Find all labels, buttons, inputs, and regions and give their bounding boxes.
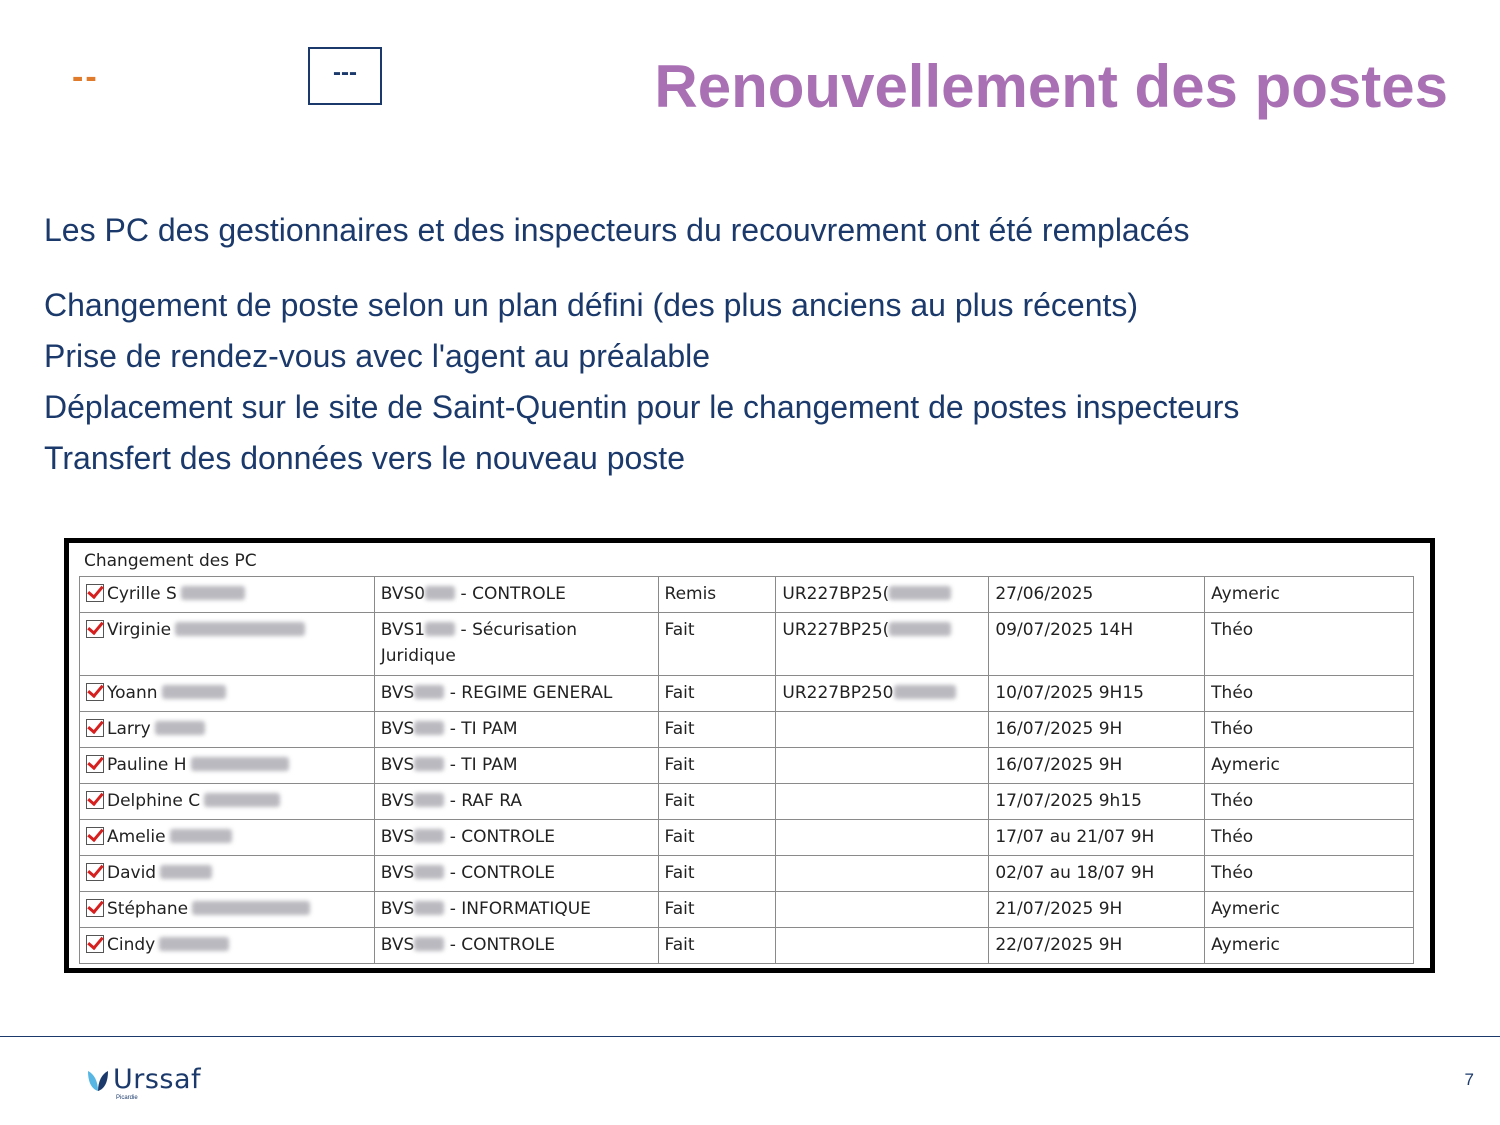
service-name: - CONTROLE <box>449 935 556 955</box>
redacted-blur <box>414 865 444 879</box>
redacted-blur <box>160 865 212 879</box>
service-name: - RAF RA <box>449 791 522 811</box>
cell-agent <box>80 613 375 676</box>
redacted-blur <box>159 937 229 951</box>
service-prefix: BVS <box>380 935 415 955</box>
bullet-item: Transfert des données vers le nouveau poste <box>44 440 685 476</box>
cell-asset <box>776 613 989 676</box>
slide-title: Renouvellement des postes <box>654 53 1448 120</box>
agent-name: Larry <box>107 719 151 739</box>
redacted-blur <box>414 721 444 735</box>
cell-date: 21/07/2025 9H <box>989 892 1205 928</box>
redacted-blur <box>162 685 226 699</box>
cell-technician: Aymeric <box>1205 748 1414 784</box>
service-prefix: BVS <box>380 683 415 703</box>
service-prefix: BVS <box>380 755 415 775</box>
cell-asset <box>776 892 989 928</box>
cell-technician: Théo <box>1205 784 1414 820</box>
boxed-dash-mark: --- <box>308 47 382 105</box>
cell-asset <box>776 712 989 748</box>
agent-name: Yoann <box>107 683 158 703</box>
cell-asset <box>776 577 989 613</box>
redacted-blur <box>414 937 444 951</box>
cell-status: Fait <box>658 820 776 856</box>
cell-asset <box>776 784 989 820</box>
cell-date: 09/07/2025 14H <box>989 613 1205 676</box>
table-row <box>80 748 1414 784</box>
cell-agent <box>80 820 375 856</box>
checkbox-checked-icon[interactable] <box>86 683 104 701</box>
asset-id: UR227BP25( <box>782 620 890 640</box>
cell-status: Fait <box>658 928 776 964</box>
redacted-blur <box>414 829 444 843</box>
service-prefix: BVS0 <box>380 584 426 604</box>
cell-service <box>374 892 658 928</box>
cell-service <box>374 784 658 820</box>
cell-status: Fait <box>658 712 776 748</box>
checkbox-checked-icon[interactable] <box>86 899 104 917</box>
cell-agent <box>80 712 375 748</box>
cell-date: 17/07/2025 9h15 <box>989 784 1205 820</box>
bullet-list <box>44 280 1239 484</box>
page-number: 7 <box>1464 1070 1474 1089</box>
table-row <box>80 892 1414 928</box>
redacted-blur <box>414 685 444 699</box>
logo-text: Urssaf <box>113 1064 202 1095</box>
redacted-blur <box>414 901 444 915</box>
cell-technician: Théo <box>1205 820 1414 856</box>
redacted-blur <box>425 586 455 600</box>
agent-name: Delphine C <box>107 791 201 811</box>
cell-agent <box>80 892 375 928</box>
checkbox-checked-icon[interactable] <box>86 584 104 602</box>
service-name: - Sécurisation <box>460 620 578 640</box>
service-name: - CONTROLE <box>460 584 566 604</box>
service-prefix: BVS1 <box>380 620 426 640</box>
redacted-blur <box>889 622 951 636</box>
redacted-blur <box>192 901 310 915</box>
cell-service <box>374 928 658 964</box>
checkbox-checked-icon[interactable] <box>86 620 104 638</box>
redacted-blur <box>181 586 245 600</box>
table-row <box>80 676 1414 712</box>
checkbox-checked-icon[interactable] <box>86 791 104 809</box>
checkbox-checked-icon[interactable] <box>86 827 104 845</box>
asset-id: UR227BP25( <box>782 584 890 604</box>
asset-id: UR227BP250 <box>782 683 894 703</box>
cell-service <box>374 577 658 613</box>
service-prefix: BVS <box>380 719 415 739</box>
bullet-item: Prise de rendez-vous avec l'agent au préalable <box>44 338 711 374</box>
checkbox-checked-icon[interactable] <box>86 755 104 773</box>
cell-technician: Théo <box>1205 856 1414 892</box>
cell-date: 02/07 au 18/07 9H <box>989 856 1205 892</box>
cell-service <box>374 613 658 676</box>
cell-service <box>374 748 658 784</box>
redacted-blur <box>170 829 232 843</box>
cell-service <box>374 856 658 892</box>
cell-status: Fait <box>658 892 776 928</box>
cell-service <box>374 820 658 856</box>
redacted-blur <box>175 622 305 636</box>
cell-service <box>374 676 658 712</box>
cell-date: 16/07/2025 9H <box>989 712 1205 748</box>
checkbox-checked-icon[interactable] <box>86 719 104 737</box>
redacted-blur <box>894 685 956 699</box>
service-prefix: BVS <box>380 899 415 919</box>
redacted-blur <box>889 586 951 600</box>
agent-name: Amelie <box>107 827 166 847</box>
service-name: - CONTROLE <box>449 827 556 847</box>
redacted-blur <box>425 622 455 636</box>
cell-asset <box>776 748 989 784</box>
cell-agent <box>80 676 375 712</box>
bullet-item: Changement de poste selon un plan défini (des plus anciens au plus récents) <box>44 287 1139 323</box>
cell-technician: Aymeric <box>1205 892 1414 928</box>
cell-agent <box>80 577 375 613</box>
redacted-blur <box>414 793 444 807</box>
table-row <box>80 928 1414 964</box>
urssaf-leaf-icon <box>86 1067 110 1093</box>
cell-technician: Aymeric <box>1205 928 1414 964</box>
cell-service <box>374 712 658 748</box>
table-row <box>80 712 1414 748</box>
cell-status: Fait <box>658 748 776 784</box>
urssaf-logo <box>86 1064 201 1095</box>
cell-technician: Aymeric <box>1205 577 1414 613</box>
cell-date: 16/07/2025 9H <box>989 748 1205 784</box>
cell-asset <box>776 928 989 964</box>
service-name: - CONTROLE <box>449 863 556 883</box>
service-name: - INFORMATIQUE <box>449 899 591 919</box>
service-prefix: BVS <box>380 827 415 847</box>
redacted-blur <box>155 721 205 735</box>
cell-asset <box>776 856 989 892</box>
redacted-blur <box>414 757 444 771</box>
service-name: - TI PAM <box>449 755 518 775</box>
agent-name: Cindy <box>107 935 156 955</box>
checkbox-checked-icon[interactable] <box>86 935 104 953</box>
cell-technician: Théo <box>1205 712 1414 748</box>
pc-change-table <box>79 576 1414 964</box>
service-prefix: BVS <box>380 863 415 883</box>
service-name: - REGIME GENERAL <box>449 683 613 703</box>
table-row <box>80 820 1414 856</box>
agent-name: Virginie <box>107 620 172 640</box>
cell-date: 27/06/2025 <box>989 577 1205 613</box>
cell-asset <box>776 820 989 856</box>
orange-dash-mark: -- <box>72 58 99 96</box>
cell-status: Fait <box>658 676 776 712</box>
agent-name: Pauline H <box>107 755 187 775</box>
cell-status: Fait <box>658 784 776 820</box>
service-name-line2: Juridique <box>380 646 456 666</box>
agent-name: David <box>107 863 157 883</box>
table-row <box>80 784 1414 820</box>
cell-agent <box>80 748 375 784</box>
cell-date: 22/07/2025 9H <box>989 928 1205 964</box>
footer-divider <box>0 1036 1500 1037</box>
agent-name: Stéphane <box>107 899 189 919</box>
cell-asset <box>776 676 989 712</box>
cell-status: Fait <box>658 856 776 892</box>
service-name: - TI PAM <box>449 719 518 739</box>
pc-change-table-frame <box>64 538 1435 973</box>
cell-agent <box>80 784 375 820</box>
cell-agent <box>80 928 375 964</box>
cell-date: 17/07 au 21/07 9H <box>989 820 1205 856</box>
table-row <box>80 856 1414 892</box>
table-caption: Changement des PC <box>84 551 257 571</box>
redacted-blur <box>204 793 280 807</box>
bullet-item: Déplacement sur le site de Saint-Quentin pour le changement de postes inspecteurs <box>44 389 1240 425</box>
checkbox-checked-icon[interactable] <box>86 863 104 881</box>
agent-name: Cyrille S <box>107 584 177 604</box>
table-row <box>80 577 1414 613</box>
intro-text: Les PC des gestionnaires et des inspecteurs du recouvrement ont été remplacés <box>44 212 1190 248</box>
cell-technician: Théo <box>1205 676 1414 712</box>
redacted-blur <box>191 757 289 771</box>
cell-status: Fait <box>658 613 776 676</box>
service-prefix: BVS <box>380 791 415 811</box>
cell-date: 10/07/2025 9H15 <box>989 676 1205 712</box>
logo-subtitle: Picardie <box>116 1095 138 1101</box>
cell-agent <box>80 856 375 892</box>
cell-technician: Théo <box>1205 613 1414 676</box>
table-row <box>80 613 1414 676</box>
cell-status: Remis <box>658 577 776 613</box>
